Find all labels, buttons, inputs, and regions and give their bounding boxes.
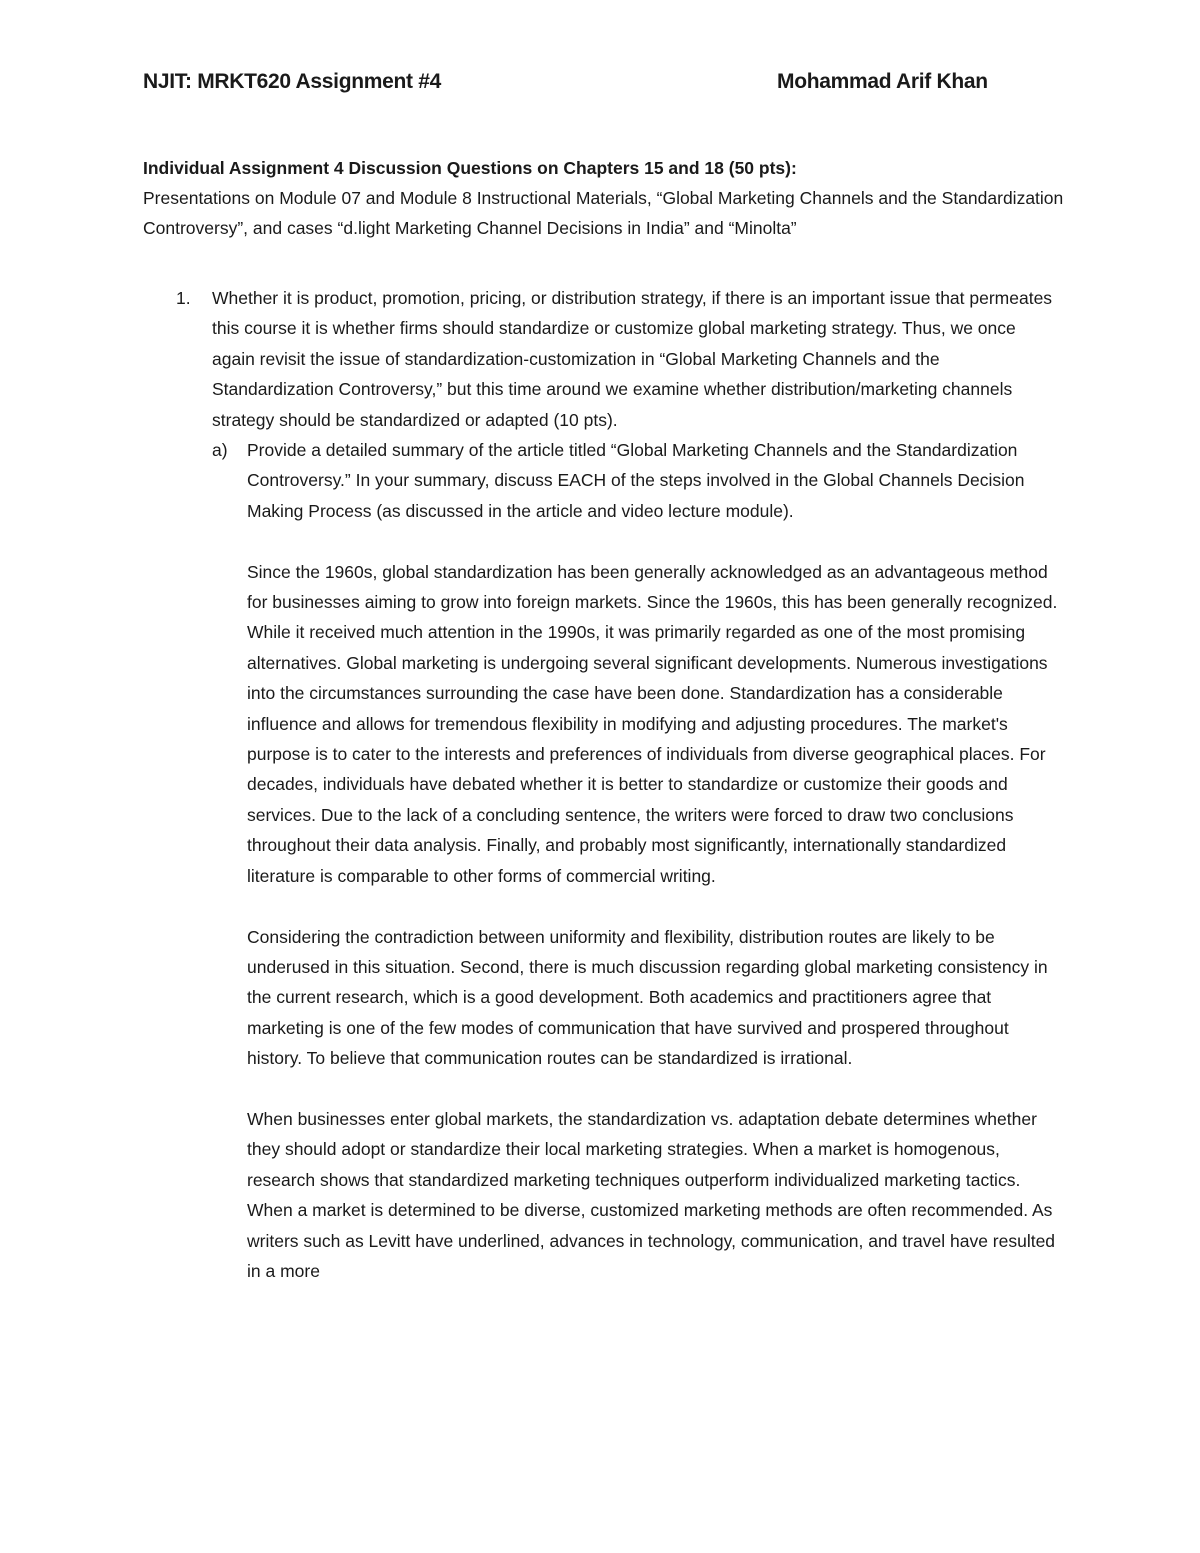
sub-question-text: Provide a detailed summary of the article titled “Global Marketing Channels and the Standardization Controversy.” In your summary, discuss EACH of the steps involved in the Global Channels Decision Making Process (as discussed in the article and video lecture module). [247, 440, 1025, 521]
question-block [143, 283, 1063, 1286]
sub-question-item [143, 435, 1063, 526]
assignment-description: Presentations on Module 07 and Module 8 Instructional Materials, “Global Marketing Channels and the Standardization Controversy”, and cases “d.light Marketing Channel Decisions in India” and “Minolta” [143, 188, 1064, 238]
assignment-title: Individual Assignment 4 Discussion Questions on Chapters 15 and 18 (50 pts): [143, 158, 797, 178]
question-item [143, 283, 1063, 435]
author-name: Mohammad Arif Khan [777, 70, 988, 93]
answer-paragraph-3: When businesses enter global markets, the standardization vs. adaptation debate determines whether they should adopt or standardize their local marketing strategies. When a market is homogenous, research shows that standardized marketing techniques outperform individualized marketing tactics. When a market is determined to be diverse, customized marketing methods are often recommended. As writers such as Levitt have underlined, advances in technology, communication, and travel have resulted in a more [247, 1108, 1056, 1281]
paragraph-spacer [143, 891, 1063, 921]
sub-question-letter: a) [212, 440, 228, 461]
course-assignment-heading: NJIT: MRKT620 Assignment #4 [143, 70, 442, 93]
assignment-intro [143, 153, 1083, 243]
paragraph-spacer [143, 1074, 1063, 1104]
page-header [143, 70, 1063, 104]
answer-paragraph-2: Considering the contradiction between uniformity and flexibility, distribution routes are likely to be underused in this situation. Second, there is much discussion regarding global marketing consistency in the current research, which is a good development. Both academics and practitioners agree that marketing is one of the few modes of communication that have survived and prospered throughout history. To believe that communication routes can be standardized is irrational. [247, 926, 1048, 1069]
paragraph-spacer [143, 526, 1063, 556]
question-text: Whether it is product, promotion, pricing, or distribution strategy, if there is an important issue that permeates this course it is whether firms should standardize or customize global marketing strategy. Thus, we once again revisit the issue of standardization-customization in “Global Marketing Channels and the Standardization Controversy,” but this time around we examine whether distribution/marketing channels strategy should be standardized or adapted (10 pts). [212, 288, 1053, 430]
answer-paragraph-1: Since the 1960s, global standardization has been generally acknowledged as an advantageous method for businesses aiming to grow into foreign markets. Since the 1960s, this has been generally recognized. While it received much attention in the 1990s, it was primarily regarded as one of the most promising alternatives. Global marketing is undergoing several significant developments. Numerous investigations into the circumstances surrounding the case have been done. Standardization has a considerable influence and allows for tremendous flexibility in modifying and adjusting procedures. The market's purpose is to cater to the interests and preferences of individuals from diverse geographical places. For decades, individuals have debated whether it is better to standardize or customize their goods and services. Due to the lack of a concluding sentence, the writers were forced to draw two conclusions throughout their data analysis. Finally, and probably most significantly, internationally standardized literature is comparable to other forms of commercial writing. [247, 561, 1058, 886]
question-number: 1. [176, 288, 191, 308]
